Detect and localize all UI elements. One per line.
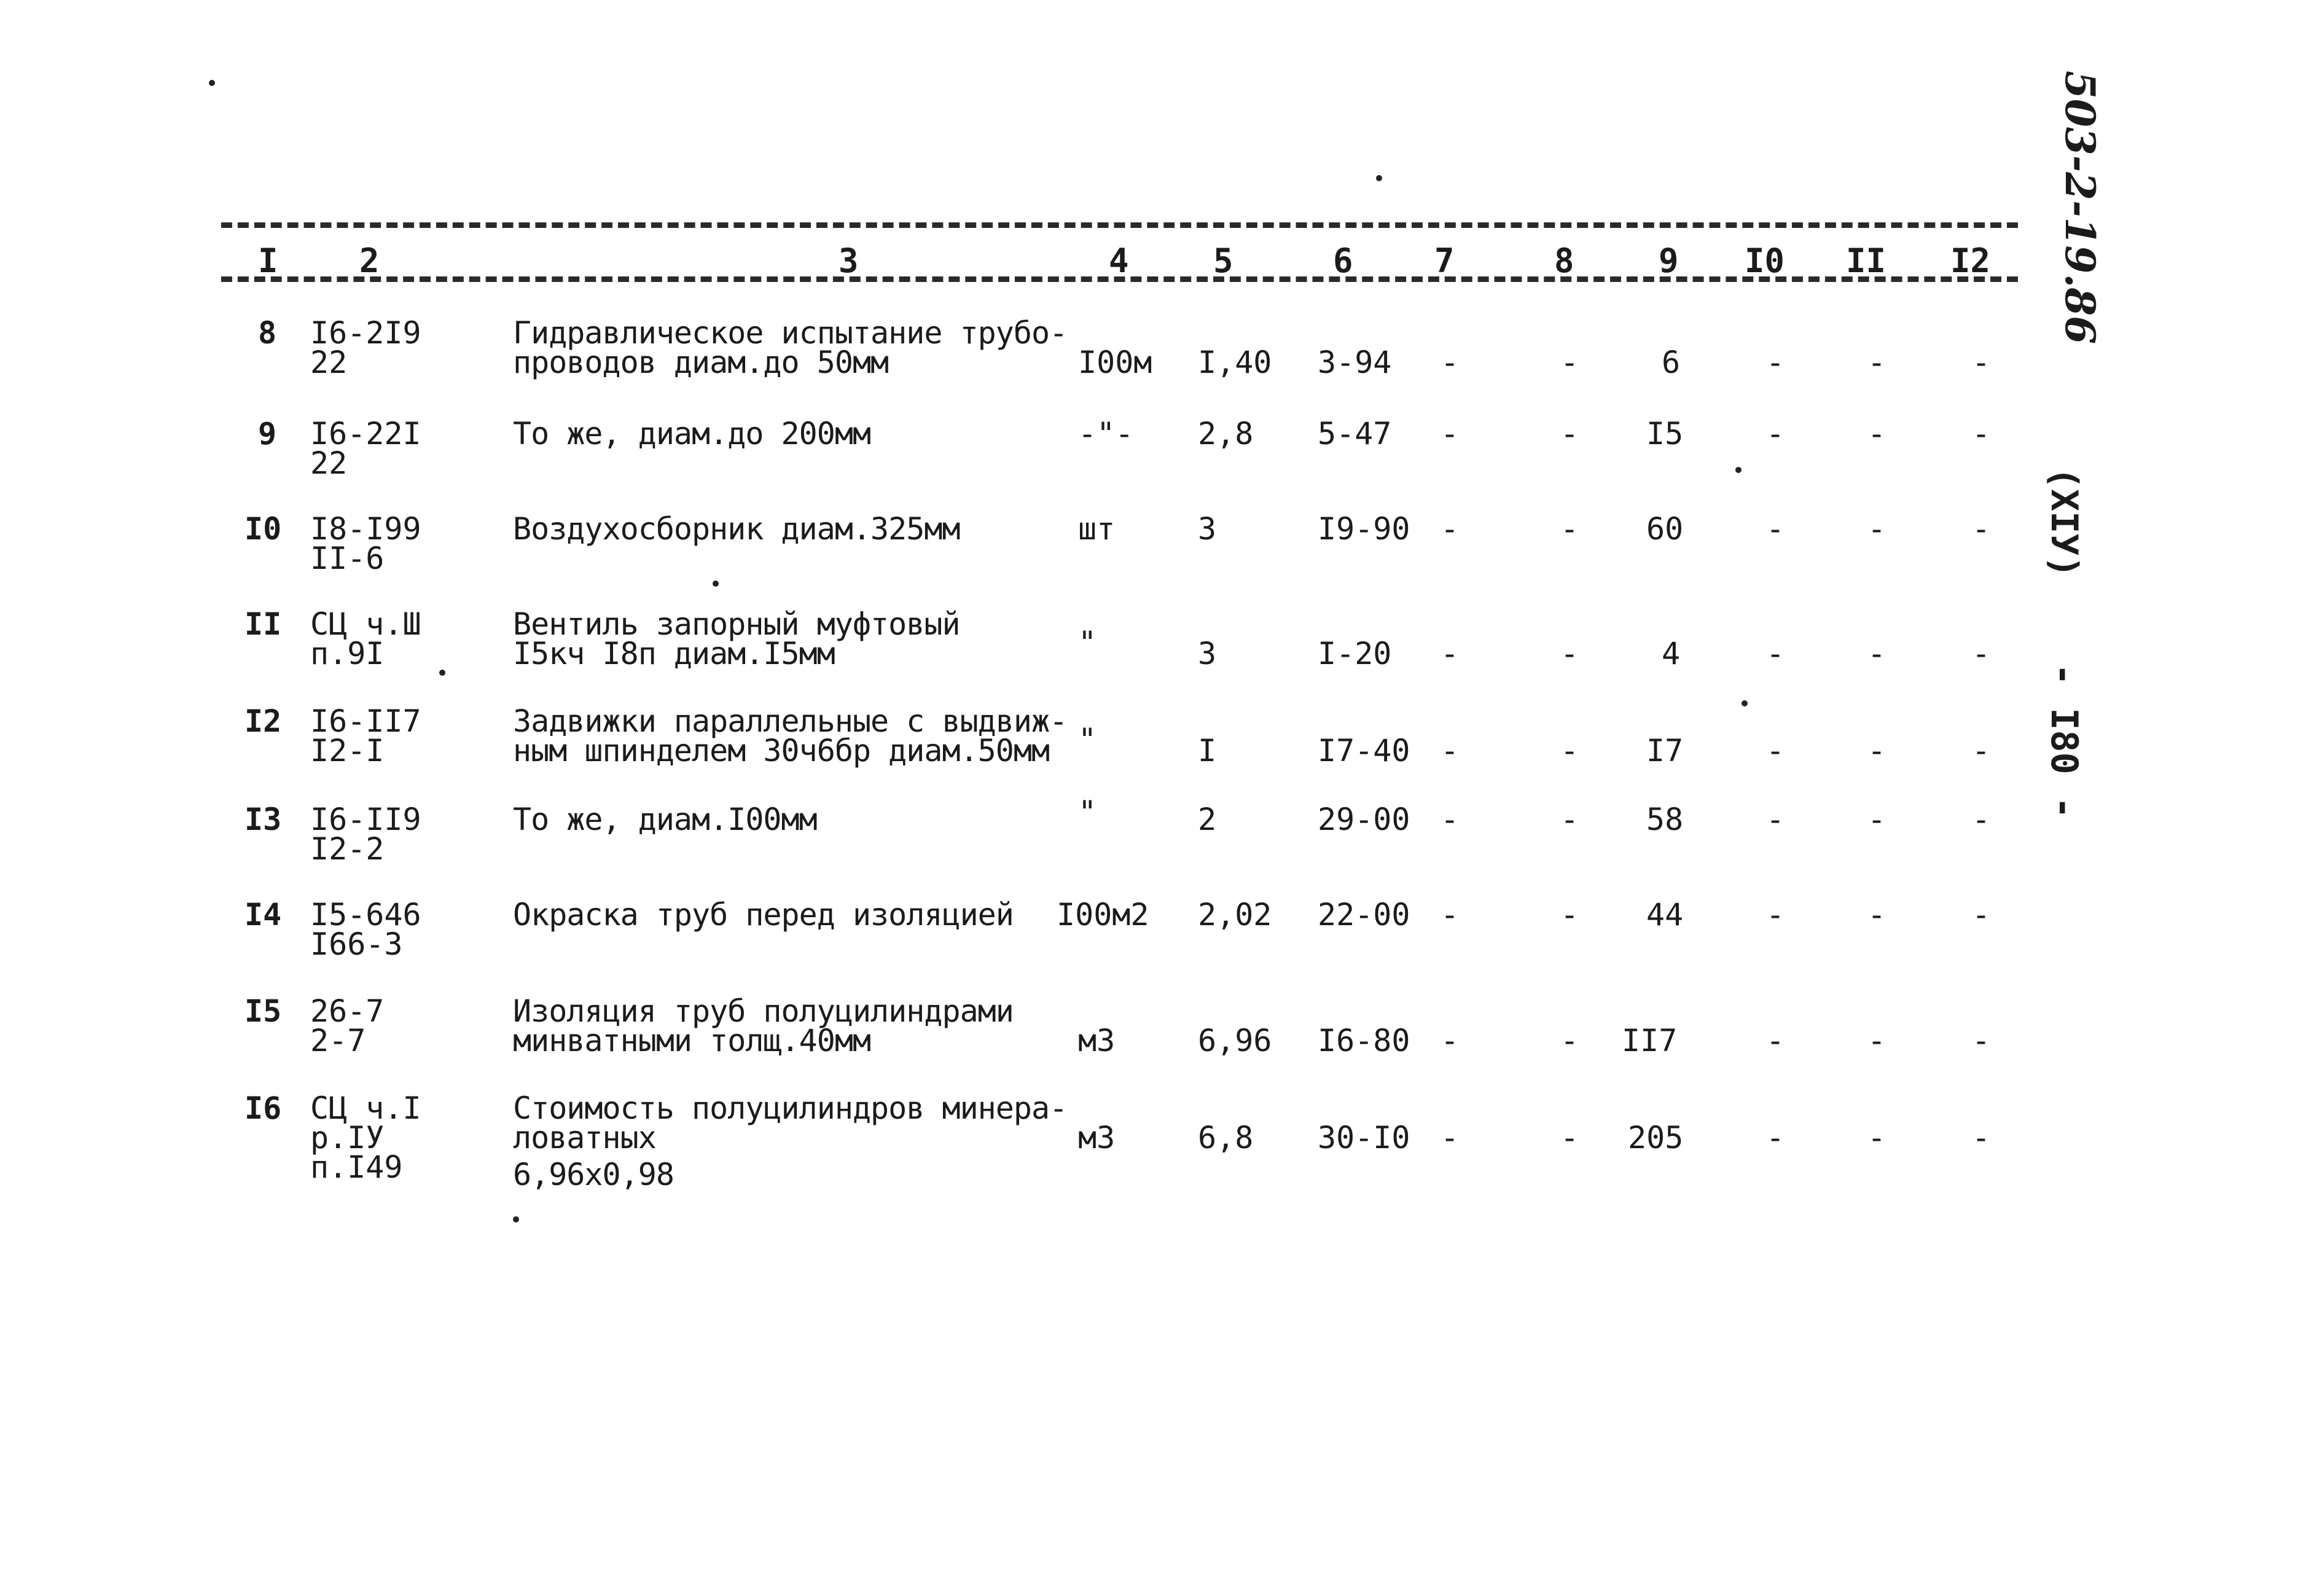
work-description: Вентиль запорный муфтовый I5кч I8п диам.I5мм bbox=[513, 606, 960, 671]
header-col-6: 6 bbox=[1333, 241, 1353, 280]
row-number: I2 bbox=[244, 703, 282, 739]
unit: м3 bbox=[1078, 1120, 1116, 1156]
header-col-5: 5 bbox=[1213, 241, 1233, 280]
quantity: I bbox=[1198, 733, 1217, 769]
total-cost: 205 bbox=[1628, 1120, 1684, 1156]
col-11-value: - bbox=[1867, 1023, 1886, 1058]
norm-reference: I5-646 I66-3 bbox=[310, 897, 421, 962]
col-7-value: - bbox=[1440, 1023, 1460, 1058]
header-col-4: 4 bbox=[1109, 241, 1129, 280]
col-7-value: - bbox=[1440, 416, 1460, 452]
col-11-value: - bbox=[1867, 345, 1886, 380]
col-7-value: - bbox=[1440, 802, 1460, 837]
unit-cost: 22-00 bbox=[1318, 897, 1410, 933]
header-col-1: I bbox=[258, 241, 278, 280]
col-8-value: - bbox=[1560, 802, 1579, 837]
col-12-value: - bbox=[1972, 1120, 1991, 1156]
col-8-value: - bbox=[1560, 345, 1579, 380]
work-description: Стоимость полуцилиндров минера- ловатных bbox=[513, 1090, 1068, 1156]
col-11-value: - bbox=[1867, 897, 1886, 933]
work-description: Окраска труб перед изоляцией bbox=[513, 897, 1014, 933]
table-header-rule bbox=[221, 276, 2018, 282]
unit-cost: I-20 bbox=[1318, 636, 1392, 671]
norm-reference: I6-22I 22 bbox=[310, 416, 421, 481]
header-col-9: 9 bbox=[1659, 241, 1679, 280]
unit: I00м bbox=[1078, 345, 1152, 380]
col-10-value: - bbox=[1766, 416, 1785, 452]
col-11-value: - bbox=[1867, 733, 1886, 769]
col-7-value: - bbox=[1440, 345, 1460, 380]
row-number: I0 bbox=[244, 511, 282, 547]
quantity: 2,8 bbox=[1198, 416, 1254, 452]
col-8-value: - bbox=[1560, 1120, 1579, 1156]
unit-cost: 3-94 bbox=[1318, 345, 1392, 380]
norm-reference: СЦ ч.I р.IУ п.I49 bbox=[310, 1090, 421, 1185]
total-cost: I5 bbox=[1646, 416, 1684, 452]
col-8-value: - bbox=[1560, 733, 1579, 769]
col-10-value: - bbox=[1766, 511, 1785, 547]
col-10-value: - bbox=[1766, 1120, 1785, 1156]
col-10-value: - bbox=[1766, 897, 1785, 933]
work-description: Воздухосборник диам.325мм bbox=[513, 511, 960, 547]
unit: шт bbox=[1078, 511, 1116, 547]
total-cost: 4 bbox=[1662, 636, 1681, 671]
scan-speck bbox=[209, 80, 215, 86]
work-description: Изоляция труб полуцилиндрами минватными толщ.40мм bbox=[513, 993, 1014, 1058]
col-10-value: - bbox=[1766, 636, 1785, 671]
table-header bbox=[0, 243, 2322, 280]
col-8-value: - bbox=[1560, 636, 1579, 671]
col-11-value: - bbox=[1867, 636, 1886, 671]
total-cost: 6 bbox=[1662, 345, 1681, 380]
header-col-11: II bbox=[1846, 241, 1886, 280]
quantity: 6,8 bbox=[1198, 1120, 1254, 1156]
col-10-value: - bbox=[1766, 1023, 1785, 1058]
quantity: 6,96 bbox=[1198, 1023, 1272, 1058]
col-12-value: - bbox=[1972, 416, 1991, 452]
scan-speck bbox=[1742, 700, 1748, 706]
quantity: 3 bbox=[1198, 511, 1217, 547]
total-cost: 44 bbox=[1646, 897, 1684, 933]
section-number: (XIУ) bbox=[2043, 467, 2086, 578]
scan-speck bbox=[439, 670, 445, 676]
page-number: - I80 - bbox=[2043, 663, 2086, 819]
row-number: 9 bbox=[258, 416, 277, 452]
row-number: I5 bbox=[244, 993, 282, 1029]
norm-reference: СЦ ч.Ш п.9I bbox=[310, 606, 421, 671]
col-12-value: - bbox=[1972, 897, 1991, 933]
row-number: I3 bbox=[244, 802, 282, 837]
col-11-value: - bbox=[1867, 416, 1886, 452]
work-description: Гидравлическое испытание трубо- проводов диам.до 50мм bbox=[513, 315, 1068, 380]
total-cost: 58 bbox=[1646, 802, 1684, 837]
unit: I00м2 bbox=[1057, 897, 1149, 933]
col-12-value: - bbox=[1972, 345, 1991, 380]
total-cost: II7 bbox=[1622, 1023, 1678, 1058]
col-7-value: - bbox=[1440, 636, 1460, 671]
col-10-value: - bbox=[1766, 345, 1785, 380]
norm-reference: 26-7 2-7 bbox=[310, 993, 385, 1058]
unit: м3 bbox=[1078, 1023, 1116, 1058]
unit-cost: 5-47 bbox=[1318, 416, 1392, 452]
unit: " bbox=[1078, 625, 1097, 660]
unit-cost: I7-40 bbox=[1318, 733, 1410, 769]
norm-reference: I6-2I9 22 bbox=[310, 315, 421, 380]
work-description: Задвижки параллельные с выдвиж- ным шпинделем 30ч6бр диам.50мм bbox=[513, 703, 1068, 769]
document-code-annotation: 503-2-19.86 bbox=[2056, 71, 2104, 345]
quantity: 2 bbox=[1198, 802, 1217, 837]
total-cost: I7 bbox=[1646, 733, 1684, 769]
scan-speck bbox=[1376, 175, 1382, 181]
col-12-value: - bbox=[1972, 511, 1991, 547]
quantity: I,40 bbox=[1198, 345, 1272, 380]
unit-cost: 29-00 bbox=[1318, 802, 1410, 837]
col-8-value: - bbox=[1560, 416, 1579, 452]
col-12-value: - bbox=[1972, 733, 1991, 769]
row-number: 8 bbox=[258, 315, 277, 351]
unit-cost: I9-90 bbox=[1318, 511, 1410, 547]
row-number: II bbox=[244, 606, 282, 642]
unit: " bbox=[1078, 794, 1097, 830]
header-col-12: I2 bbox=[1950, 241, 1991, 280]
row-number: I6 bbox=[244, 1090, 282, 1126]
work-description: То же, диам.до 200мм bbox=[513, 416, 871, 452]
norm-reference: I6-II9 I2-2 bbox=[310, 802, 421, 867]
unit-cost: I6-80 bbox=[1318, 1023, 1410, 1058]
row-number: I4 bbox=[244, 897, 282, 933]
total-cost: 60 bbox=[1646, 511, 1684, 547]
col-11-value: - bbox=[1867, 1120, 1886, 1156]
col-7-value: - bbox=[1440, 511, 1460, 547]
scan-speck bbox=[513, 1216, 519, 1222]
col-7-value: - bbox=[1440, 897, 1460, 933]
scan-speck bbox=[1735, 467, 1742, 473]
norm-reference: I6-II7 I2-I bbox=[310, 703, 421, 769]
unit-cost: 30-I0 bbox=[1318, 1120, 1410, 1156]
work-description: То же, диам.I00мм bbox=[513, 802, 817, 837]
header-col-8: 8 bbox=[1554, 241, 1574, 280]
col-7-value: - bbox=[1440, 1120, 1460, 1156]
header-col-3: 3 bbox=[838, 241, 859, 280]
col-8-value: - bbox=[1560, 897, 1579, 933]
col-11-value: - bbox=[1867, 802, 1886, 837]
col-8-value: - bbox=[1560, 511, 1579, 547]
quantity: 3 bbox=[1198, 636, 1217, 671]
col-10-value: - bbox=[1766, 802, 1785, 837]
col-7-value: - bbox=[1440, 733, 1460, 769]
col-12-value: - bbox=[1972, 1023, 1991, 1058]
scan-speck bbox=[713, 581, 719, 587]
quantity: 2,02 bbox=[1198, 897, 1272, 933]
col-12-value: - bbox=[1972, 636, 1991, 671]
col-12-value: - bbox=[1972, 802, 1991, 837]
unit: -"- bbox=[1078, 416, 1134, 452]
col-10-value: - bbox=[1766, 733, 1785, 769]
header-col-10: I0 bbox=[1745, 241, 1785, 280]
calculation-note: 6,96x0,98 bbox=[513, 1157, 674, 1192]
col-11-value: - bbox=[1867, 511, 1886, 547]
table-top-rule bbox=[221, 222, 2018, 228]
header-col-7: 7 bbox=[1434, 241, 1455, 280]
col-8-value: - bbox=[1560, 1023, 1579, 1058]
header-col-2: 2 bbox=[359, 241, 380, 280]
norm-reference: I8-I99 II-6 bbox=[310, 511, 421, 576]
unit: " bbox=[1078, 722, 1097, 757]
